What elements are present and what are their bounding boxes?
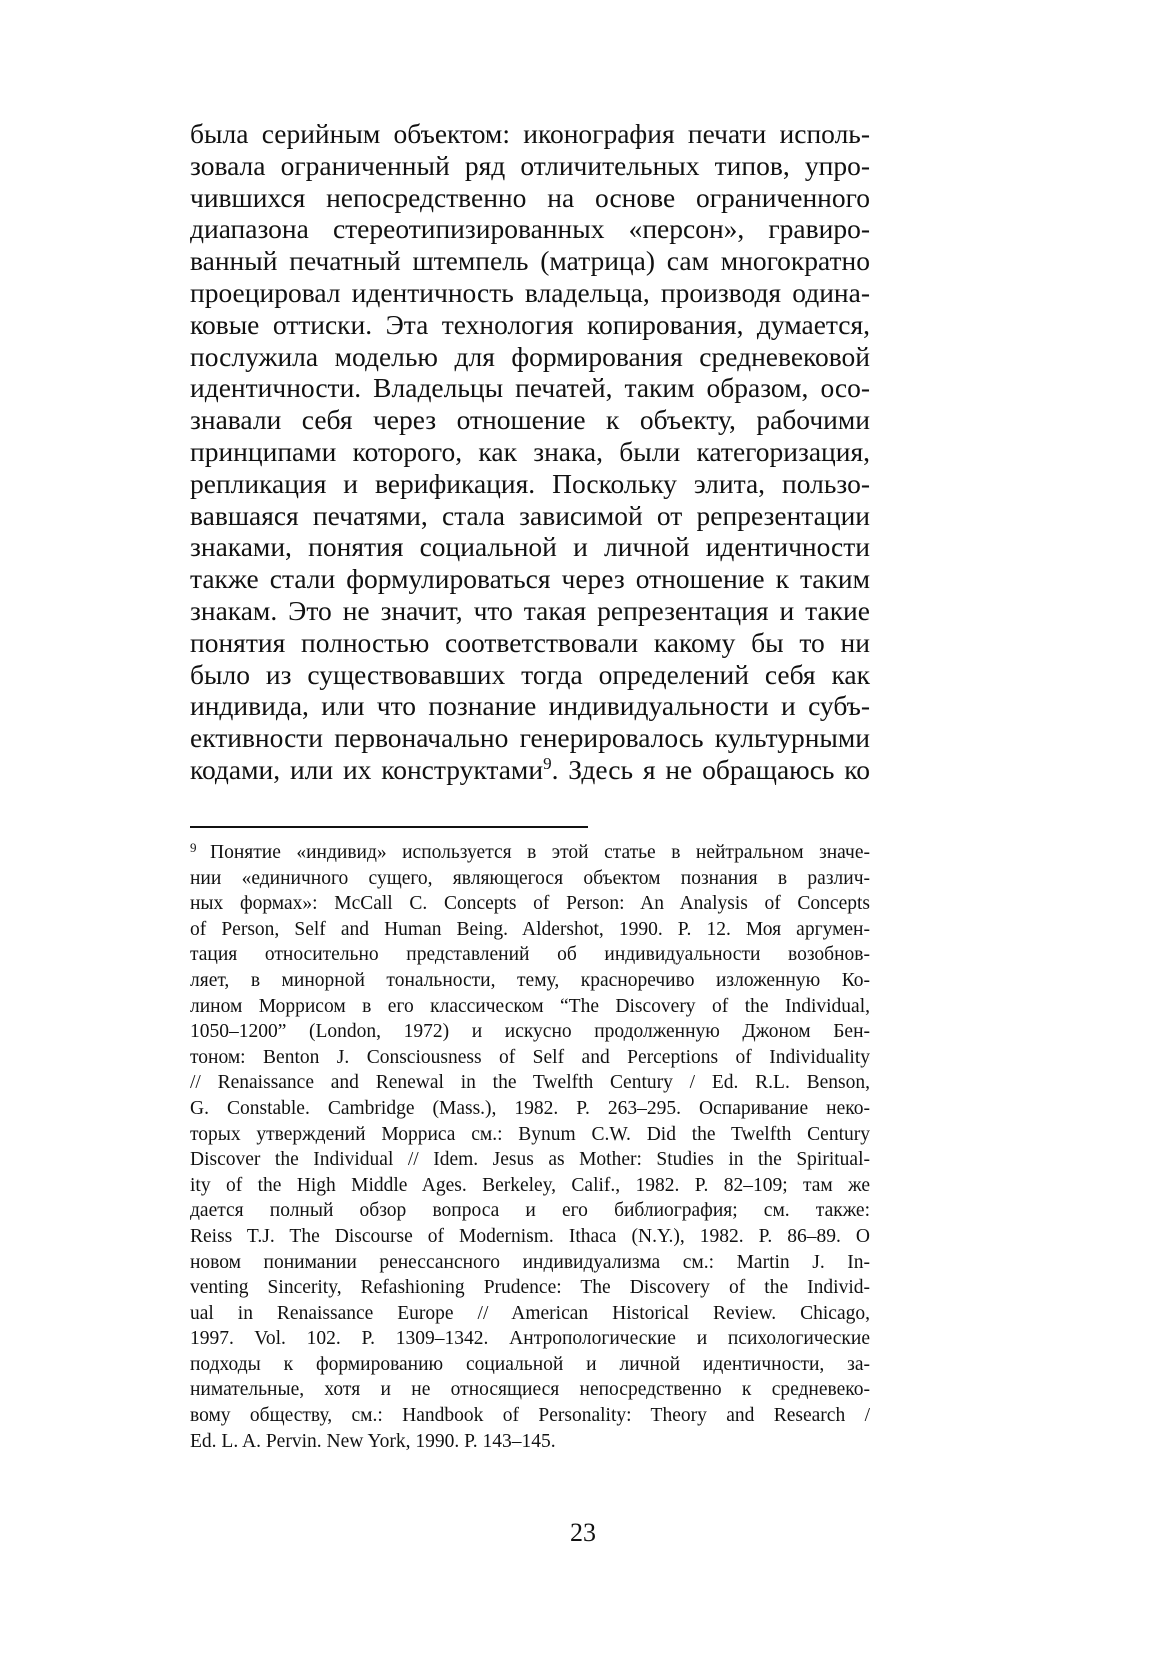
body-line: понятия полностью соответствовали какому бы то ни <box>190 626 870 658</box>
footnote-line: тация относительно представлений об индивидуальности возобнов- <box>190 944 870 966</box>
footnote-line: дается полный обзор вопроса и его библиография; см. также: <box>190 1200 870 1222</box>
body-line: знаками, понятия социальной и личной идентичности <box>190 531 870 563</box>
page-number: 23 <box>570 1518 596 1547</box>
body-line: зовала ограниченный ряд отличительных типов, упро- <box>190 149 870 181</box>
footnote-line: of Person, Self and Human Being. Aldershot, 1990. P. 12. Моя аргумен- <box>190 918 870 940</box>
footnote-line: G. Constable. Cambridge (Mass.), 1982. P. 263–295. Оспаривание неко- <box>190 1097 870 1119</box>
footnote-line: ных формах»: McCall C. Concepts of Person: An Analysis of Concepts <box>190 893 870 915</box>
footnote-line: // Renaissance and Renewal in the Twelfth Century / Ed. R.L. Benson, <box>190 1072 870 1094</box>
body-line: было из существовавших тогда определений себя как <box>190 658 870 690</box>
footnote-line: нимательные, хотя и не относящиеся непосредственно к средневеко- <box>190 1379 870 1401</box>
body-line: вавшаяся печатями, стала зависимой от репрезентации <box>190 499 870 531</box>
footnote-marker: 9 <box>190 840 197 855</box>
footnote-line: ual in Renaissance Europe // American Historical Review. Chicago, <box>190 1302 870 1324</box>
body-line: также стали формулироваться через отношение к таким <box>190 563 870 595</box>
footnote-line: новом понимании ренессансного индивидуализма см.: Martin J. In- <box>190 1251 870 1273</box>
body-line: ковые оттиски. Эта технология копирования, думается, <box>190 308 870 340</box>
footnote-line: venting Sincerity, Refashioning Prudence: The Discovery of the Individ- <box>190 1277 870 1299</box>
body-line: послужила моделью для формирования средневековой <box>190 340 870 372</box>
footnote-line: лином Моррисом в его классическом “The Discovery of the Individual, <box>190 995 870 1017</box>
footnote-line: Discover the Individual // Idem. Jesus as Mother: Studies in the Spiritual- <box>190 1149 870 1171</box>
footnote-separator <box>190 826 588 828</box>
body-line: ванный печатный штемпель (матрица) сам многократно <box>190 245 870 277</box>
footnote-line: торых утверждений Морриса см.: Bynum C.W. Did the Twelfth Century <box>190 1123 870 1145</box>
footnote-line: Понятие «индивид» используется в этой статье в нейтральном значе- <box>210 842 870 863</box>
footnote-line: подходы к формированию социальной и личной идентичности, за- <box>190 1353 870 1375</box>
body-line-last-after: . Здесь я не обращаюсь ко <box>551 753 870 785</box>
body-line-last <box>190 754 870 786</box>
body-line: диапазона стереотипизированных «персон», гравиро- <box>190 213 870 245</box>
body-line: идентичности. Владельцы печатей, таким образом, осо- <box>190 372 870 404</box>
footnote-reference[interactable]: 9 <box>543 753 552 773</box>
body-line: принципами которого, как знака, были категоризация, <box>190 435 870 467</box>
footnote-line: тоном: Benton J. Consciousness of Self and Perceptions of Individuality <box>190 1046 870 1068</box>
body-line: проецировал идентичность владельца, производя одина- <box>190 276 870 308</box>
body-line: ективности первоначально генерировалось культурными <box>190 722 870 754</box>
footnote-line: Reiss T.J. The Discourse of Modernism. Ithaca (N.Y.), 1982. P. 86–89. О <box>190 1225 870 1247</box>
body-line: была серийным объектом: иконография печати исполь- <box>190 118 870 149</box>
footnote-line: Ed. L. A. Pervin. New York, 1990. P. 143–145. <box>190 1430 556 1452</box>
footnote-line: нии «единичного сущего, являющегося объектом познания в различ- <box>190 867 870 889</box>
footnote-line: 1997. Vol. 102. P. 1309–1342. Антропологические и психологические <box>190 1328 870 1350</box>
footnote-line: ity of the High Middle Ages. Berkeley, Calif., 1982. P. 82–109; там же <box>190 1174 870 1196</box>
footnote-line: вому обществу, см.: Handbook of Personality: Theory and Research / <box>190 1405 870 1427</box>
body-line: индивида, или что познание индивидуальности и субъ- <box>190 690 870 722</box>
footnote-line: 1050–1200” (London, 1972) и искусно продолженную Джоном Бен- <box>190 1021 870 1043</box>
body-line-last-before: кодами, или их конструктами <box>190 753 544 785</box>
footnote <box>190 840 870 1454</box>
body-text <box>190 118 870 786</box>
body-line: знакам. Это не значит, что такая репрезентация и такие <box>190 594 870 626</box>
footnote-line: ляет, в минорной тональности, тему, красноречиво изложенную Ко- <box>190 969 870 991</box>
body-line: репликация и верификация. Поскольку элита, пользо- <box>190 467 870 499</box>
body-line: знавали себя через отношение к объекту, рабочими <box>190 404 870 436</box>
body-line: чившихся непосредственно на основе ограниченного <box>190 181 870 213</box>
